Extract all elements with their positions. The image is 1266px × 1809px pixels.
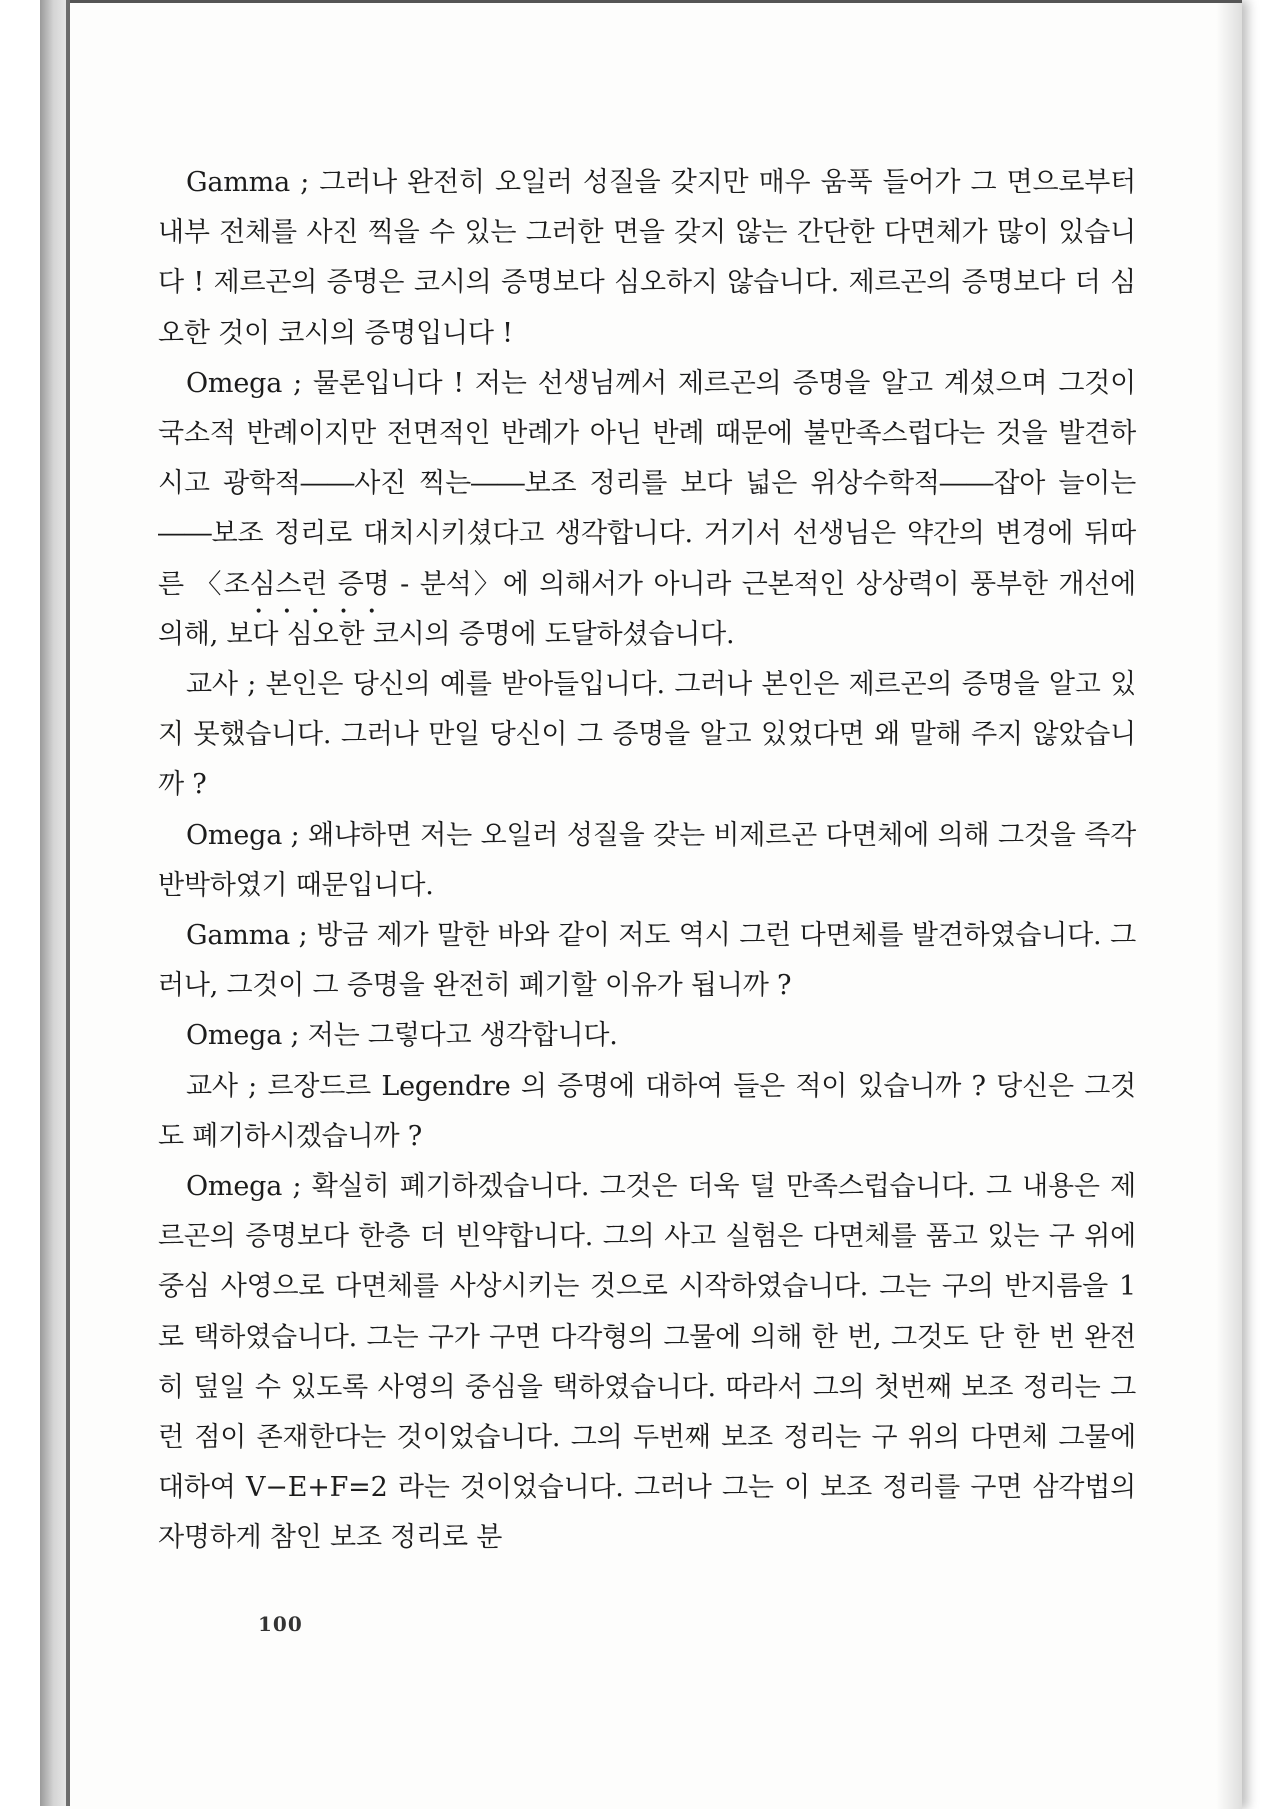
body-text bbox=[158, 158, 1136, 1564]
page-number: 100 bbox=[258, 1612, 303, 1636]
paragraph: Gamma ; 방금 제가 말한 바와 같이 저도 역시 그런 다면체를 발견하였습니다. 그러나, 그것이 그 증명을 완전히 폐기할 이유가 됩니까 ? bbox=[158, 920, 1136, 1002]
paragraph: Omega ; 왜냐하면 저는 오일러 성질을 갖는 비제르곤 다면체에 의해 그것을 즉각 반박하였기 때문입니다. bbox=[158, 819, 1136, 901]
paragraph-tail: 코시의 증명에 도달하셨습니다. bbox=[364, 618, 735, 650]
paragraph-text: Omega ; 물론입니다 ! 저는 선생님께서 제르곤의 증명을 알고 계셨으며 그것이 국소적 반례이지만 전면적인 반례가 아닌 반례 때문에 불만족스럽다는 것을 발견하시고 광학적――사진 찍는――보조 정리를 보다 넓은 위상수학적――잡아 늘이는――보조 정리로 대치시키셨다고 생각합니다. 거기서 선생님은 약간의 변경에 뒤따른 〈조심스런 증명 - 분석〉에 의해서가 아니라 근본적인 상상력이 풍부한 개선에 의해, bbox=[158, 367, 1136, 650]
emphasized-phrase: ••••• 보다 심오한 bbox=[226, 603, 396, 650]
paragraph: Gamma ; 그러나 완전히 오일러 성질을 갖지만 매우 움푹 들어가 그 면으로부터 내부 전체를 사진 찍을 수 있는 그러한 면을 갖지 않는 간단한 다면체가 많이 있습니다 ! 제르곤의 증명은 코시의 증명보다 심오하지 않습니다. 제르곤의 증명보다 더 심오한 것이 코시의 증명입니다 ! bbox=[158, 167, 1136, 349]
paragraph: 교사 ; 본인은 당신의 예를 받아들입니다. 그러나 본인은 제르곤의 증명을 알고 있지 못했습니다. 그러나 만일 당신이 그 증명을 알고 있었다면 왜 말해 주지 않았습니까 ? bbox=[158, 669, 1136, 801]
paragraph: Omega ; 저는 그렇다고 생각합니다. bbox=[186, 1020, 618, 1052]
emphasis-dots: ••••• bbox=[254, 603, 396, 620]
paragraph: Omega ; 확실히 폐기하겠습니다. 그것은 더욱 덜 만족스럽습니다. 그 내용은 제르곤의 증명보다 한층 더 빈약합니다. 그의 사고 실험은 다면체를 품고 있는 구 위에 중심 사영으로 다면체를 사상시키는 것으로 시작하였습니다. 그는 구의 반지름을 1 로 택하였습니다. 그는 구가 구면 다각형의 그물에 의해 한 번, 그것도 단 한 번 완전히 덮일 수 있도록 사영의 중심을 택하였습니다. 따라서 그의 첫번째 보조 정리는 그런 점이 존재한다는 것이었습니다. 그의 두번째 보조 정리는 구 위의 다면체 그물에 대하여 V−E+F=2 라는 것이었습니다. 그러나 그는 이 보조 정리를 구면 삼각법의 자명하게 참인 보조 정리로 분 bbox=[158, 1171, 1136, 1554]
paragraph: 교사 ; 르장드르 Legendre 의 증명에 대하여 들은 적이 있습니까 ? 당신은 그것도 폐기하시겠습니까 ? bbox=[158, 1070, 1136, 1152]
page-edge-shadow bbox=[1216, 3, 1242, 1809]
paragraph bbox=[158, 359, 1136, 660]
